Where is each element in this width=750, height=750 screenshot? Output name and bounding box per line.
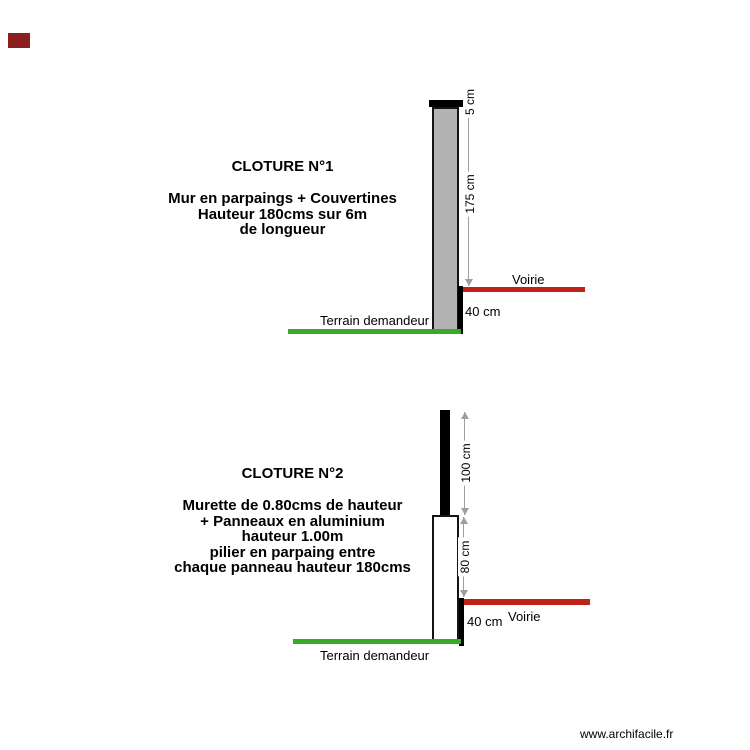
- cloture1-voirie-label: Voirie: [512, 272, 545, 287]
- corner-stamp: [8, 33, 30, 48]
- cloture1-description-line: Hauteur 180cms sur 6m: [197, 205, 368, 223]
- dimension-arrow-down: [465, 279, 473, 286]
- cloture1-offset-label: 40 cm: [465, 304, 501, 319]
- cloture1-description: [130, 191, 435, 238]
- dimension-arrow-down: [461, 508, 469, 515]
- cloture2-offset-label: 40 cm: [467, 614, 503, 629]
- cloture1-coping-cap: [429, 100, 465, 107]
- cloture1-terrain-label: Terrain demandeur: [320, 313, 430, 328]
- cloture2-voirie-line: [463, 599, 590, 605]
- cloture1-description-line: de longueur: [239, 221, 326, 238]
- cloture2-description: [140, 498, 445, 576]
- cloture1-description-line: Mur en parpaings + Couvertines: [168, 190, 397, 207]
- cloture2-dim-murette-label: 80 cm: [458, 538, 472, 577]
- watermark: www.archifacile.fr: [580, 727, 674, 741]
- cloture1-wall: [432, 107, 459, 331]
- cloture2-description-line: + Panneaux en aluminium: [200, 512, 385, 530]
- cloture1-dim-cap-label: 5 cm: [463, 86, 477, 118]
- cloture1-offset-edge: [458, 286, 463, 334]
- cloture1-title: CLOTURE N°1: [231, 158, 334, 175]
- cloture2-murette: [432, 515, 459, 641]
- cloture2-voirie-label: Voirie: [508, 609, 541, 624]
- dimension-arrow-up: [460, 517, 468, 524]
- cloture2-title: CLOTURE N°2: [241, 465, 344, 482]
- cloture2-description-line: Murette de 0.80cms de hauteur: [182, 497, 403, 514]
- cloture1-voirie-line: [461, 287, 585, 292]
- cloture1-dim-wall-label: 175 cm: [463, 171, 477, 216]
- cloture2-description-line: pilier en parpaing entre: [209, 543, 376, 561]
- cloture1-terrain-line: [288, 329, 461, 334]
- dimension-arrow-down: [460, 590, 468, 597]
- cloture2-description-line: hauteur 1.00m: [241, 528, 344, 545]
- cloture2-terrain-label: Terrain demandeur: [320, 648, 430, 663]
- cloture2-aluminium-panel: [440, 410, 450, 515]
- cloture2-description-line: chaque panneau hauteur 180cms: [174, 559, 411, 576]
- dimension-arrow-up: [461, 412, 469, 419]
- cloture2-terrain-line: [293, 639, 461, 644]
- cloture2-dim-panel-label: 100 cm: [459, 440, 473, 485]
